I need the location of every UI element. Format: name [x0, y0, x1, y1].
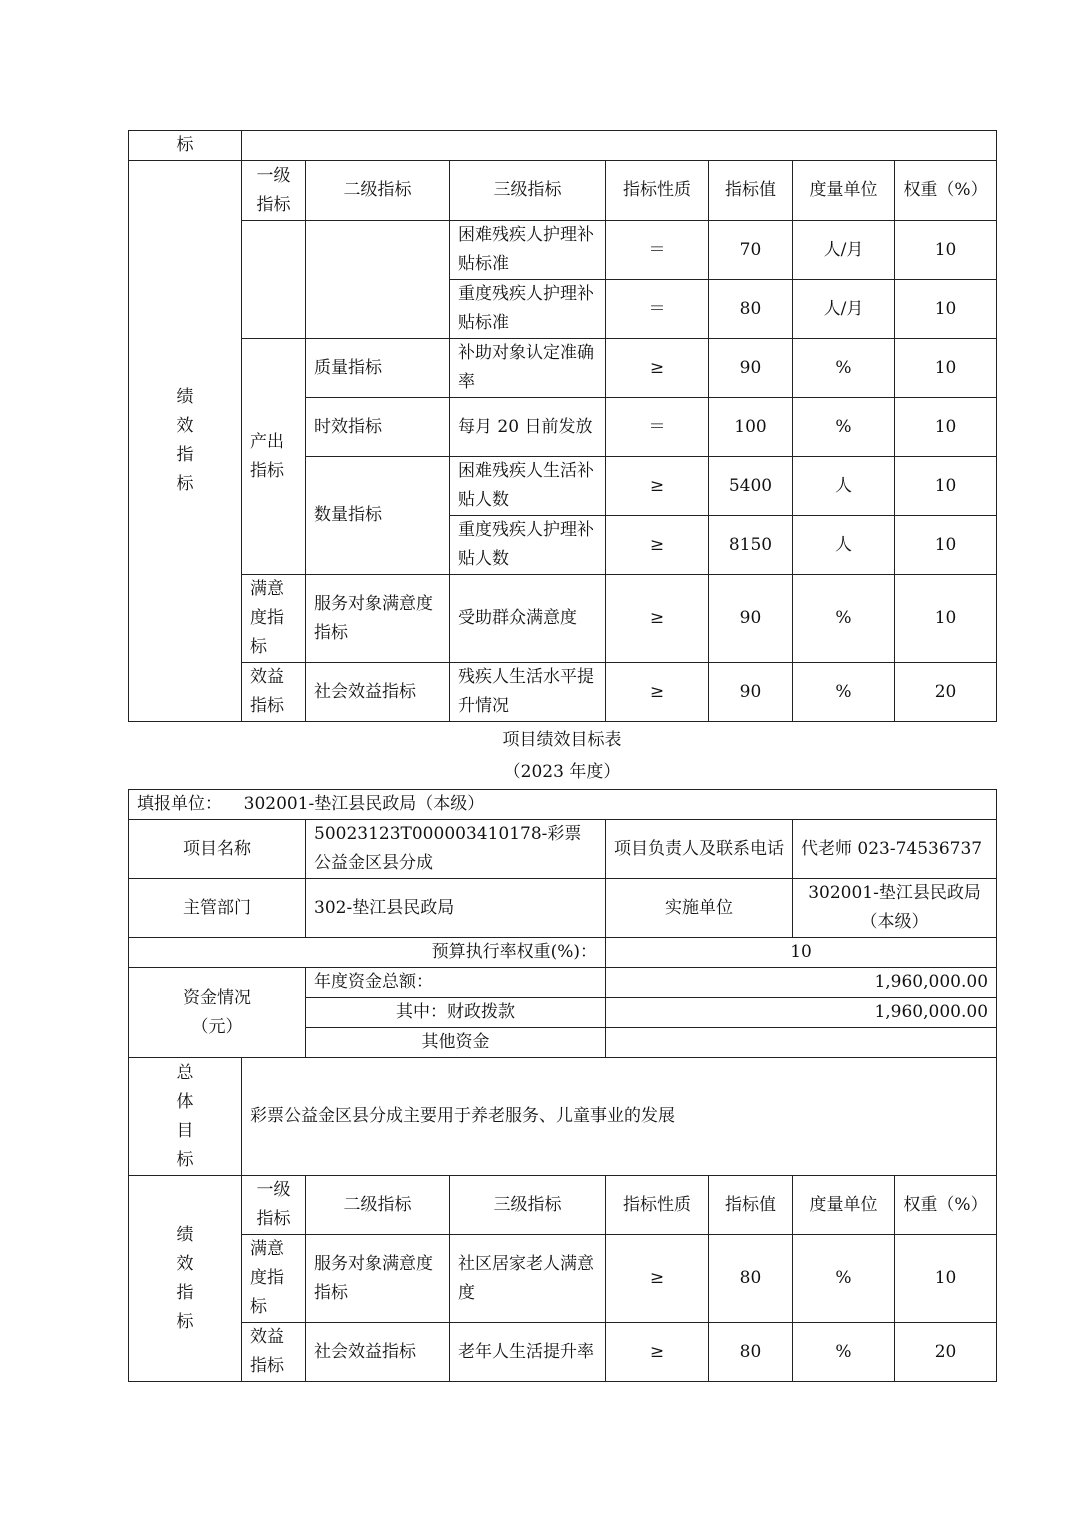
weight-cell: 10 — [895, 398, 997, 457]
goal-text-cell — [242, 131, 997, 161]
nature-cell: ≥ — [606, 1235, 709, 1323]
weight-cell: 20 — [895, 663, 997, 722]
level2-cell — [306, 221, 450, 339]
weight-cell: 10 — [895, 575, 997, 663]
unit-cell: 人 — [793, 516, 895, 575]
header-level1: 一级 指标 — [242, 1176, 306, 1235]
unit-cell: % — [793, 1323, 895, 1382]
unit-cell: % — [793, 398, 895, 457]
value-cell: 70 — [709, 221, 793, 280]
nature-cell: ＝ — [606, 398, 709, 457]
weight-cell: 10 — [895, 457, 997, 516]
goal-text: 彩票公益金区县分成主要用于养老服务、儿童事业的发展 — [242, 1058, 997, 1176]
goal-label: 总 体 目 标 — [129, 1058, 242, 1176]
weight-cell: 10 — [895, 516, 997, 575]
table-row — [129, 1235, 997, 1323]
level2-cell: 服务对象满意度指标 — [306, 575, 450, 663]
unit-cell: % — [793, 339, 895, 398]
fund-total-value: 1,960,000.00 — [606, 968, 997, 998]
budget-rate-label: 预算执行率权重(%)： — [129, 938, 606, 968]
value-cell: 80 — [709, 1323, 793, 1382]
fund-label: 资金情况 （元） — [129, 968, 306, 1058]
nature-cell: ≥ — [606, 663, 709, 722]
contact-value: 代老师 023-74536737 — [793, 820, 997, 879]
level1-cell: 效益 指标 — [242, 663, 306, 722]
level3-cell: 重度残疾人护理补贴人数 — [450, 516, 606, 575]
performance-table-continued — [128, 130, 997, 722]
level1-cell: 效益 指标 — [242, 1323, 306, 1382]
nature-cell: ≥ — [606, 516, 709, 575]
performance-table-2023 — [128, 789, 997, 1382]
nature-cell: ＝ — [606, 280, 709, 339]
project-name-value: 50023123T000003410178-彩票公益金区县分成 — [306, 820, 606, 879]
weight-cell: 10 — [895, 339, 997, 398]
fund-fiscal-label: 其中：财政拨款 — [306, 998, 606, 1028]
level3-cell: 重度残疾人护理补贴标准 — [450, 280, 606, 339]
fund-other-value — [606, 1028, 997, 1058]
header-nature: 指标性质 — [606, 1176, 709, 1235]
header-weight: 权重（%） — [895, 161, 997, 221]
level1-cell: 满意 度指 标 — [242, 575, 306, 663]
fund-total-label: 年度资金总额： — [306, 968, 606, 998]
budget-rate-value: 10 — [606, 938, 997, 968]
level2-cell: 服务对象满意度指标 — [306, 1235, 450, 1323]
value-cell: 8150 — [709, 516, 793, 575]
unit-cell: 人/月 — [793, 280, 895, 339]
goal-label-tail: 标 — [129, 131, 242, 161]
header-weight: 权重（%） — [895, 1176, 997, 1235]
level1-cell — [242, 221, 306, 339]
unit-cell: % — [793, 1235, 895, 1323]
level2-cell: 社会效益指标 — [306, 1323, 450, 1382]
value-cell: 80 — [709, 1235, 793, 1323]
level1-cell: 产出 指标 — [242, 339, 306, 575]
value-cell: 90 — [709, 663, 793, 722]
level3-cell: 困难残疾人护理补贴标准 — [450, 221, 606, 280]
header-unit: 度量单位 — [793, 1176, 895, 1235]
section-label: 绩 效 指 标 — [129, 161, 242, 722]
nature-cell: ＝ — [606, 221, 709, 280]
nature-cell: ≥ — [606, 457, 709, 516]
value-cell: 90 — [709, 339, 793, 398]
header-value: 指标值 — [709, 1176, 793, 1235]
level3-cell: 老年人生活提升率 — [450, 1323, 606, 1382]
weight-cell: 10 — [895, 221, 997, 280]
table-year: （2023 年度） — [503, 762, 621, 782]
value-cell: 90 — [709, 575, 793, 663]
reporting-unit: 填报单位： 302001-垫江县民政局（本级） — [129, 790, 997, 820]
unit-cell: 人 — [793, 457, 895, 516]
nature-cell: ≥ — [606, 575, 709, 663]
table-row — [129, 575, 997, 663]
nature-cell: ≥ — [606, 1323, 709, 1382]
table-row — [129, 1323, 997, 1382]
table-row — [129, 339, 997, 398]
contact-label: 项目负责人及联系电话 — [606, 820, 793, 879]
level3-cell: 每月 20 日前发放 — [450, 398, 606, 457]
level2-cell: 数量指标 — [306, 457, 450, 575]
level1-cell: 满意 度指 标 — [242, 1235, 306, 1323]
level3-cell: 补助对象认定准确率 — [450, 339, 606, 398]
fund-fiscal-value: 1,960,000.00 — [606, 998, 997, 1028]
value-cell: 5400 — [709, 457, 793, 516]
table-title: 项目绩效目标表 — [502, 730, 622, 750]
dept-value: 302-垫江县民政局 — [306, 879, 606, 938]
header-nature: 指标性质 — [606, 161, 709, 221]
level2-cell: 质量指标 — [306, 339, 450, 398]
weight-cell: 10 — [895, 1235, 997, 1323]
header-level1: 一级 指标 — [242, 161, 306, 221]
nature-cell: ≥ — [606, 339, 709, 398]
header-level3: 三级指标 — [450, 1176, 606, 1235]
level3-cell: 受助群众满意度 — [450, 575, 606, 663]
impl-label: 实施单位 — [606, 879, 793, 938]
header-level2: 二级指标 — [306, 161, 450, 221]
weight-cell: 20 — [895, 1323, 997, 1382]
header-value: 指标值 — [709, 161, 793, 221]
dept-label: 主管部门 — [129, 879, 306, 938]
fund-other-label: 其他资金 — [306, 1028, 606, 1058]
weight-cell: 10 — [895, 280, 997, 339]
project-name-label: 项目名称 — [129, 820, 306, 879]
header-level2: 二级指标 — [306, 1176, 450, 1235]
level3-cell: 社区居家老人满意度 — [450, 1235, 606, 1323]
level2-cell: 时效指标 — [306, 398, 450, 457]
header-level3: 三级指标 — [450, 161, 606, 221]
impl-value: 302001-垫江县民政局（本级） — [793, 879, 997, 938]
table-row — [129, 221, 997, 280]
value-cell: 80 — [709, 280, 793, 339]
level2-cell: 社会效益指标 — [306, 663, 450, 722]
table-row — [129, 663, 997, 722]
section-label: 绩 效 指 标 — [129, 1176, 242, 1382]
level3-cell: 困难残疾人生活补贴人数 — [450, 457, 606, 516]
value-cell: 100 — [709, 398, 793, 457]
unit-cell: 人/月 — [793, 221, 895, 280]
level3-cell: 残疾人生活水平提升情况 — [450, 663, 606, 722]
unit-cell: % — [793, 663, 895, 722]
header-unit: 度量单位 — [793, 161, 895, 221]
unit-cell: % — [793, 575, 895, 663]
